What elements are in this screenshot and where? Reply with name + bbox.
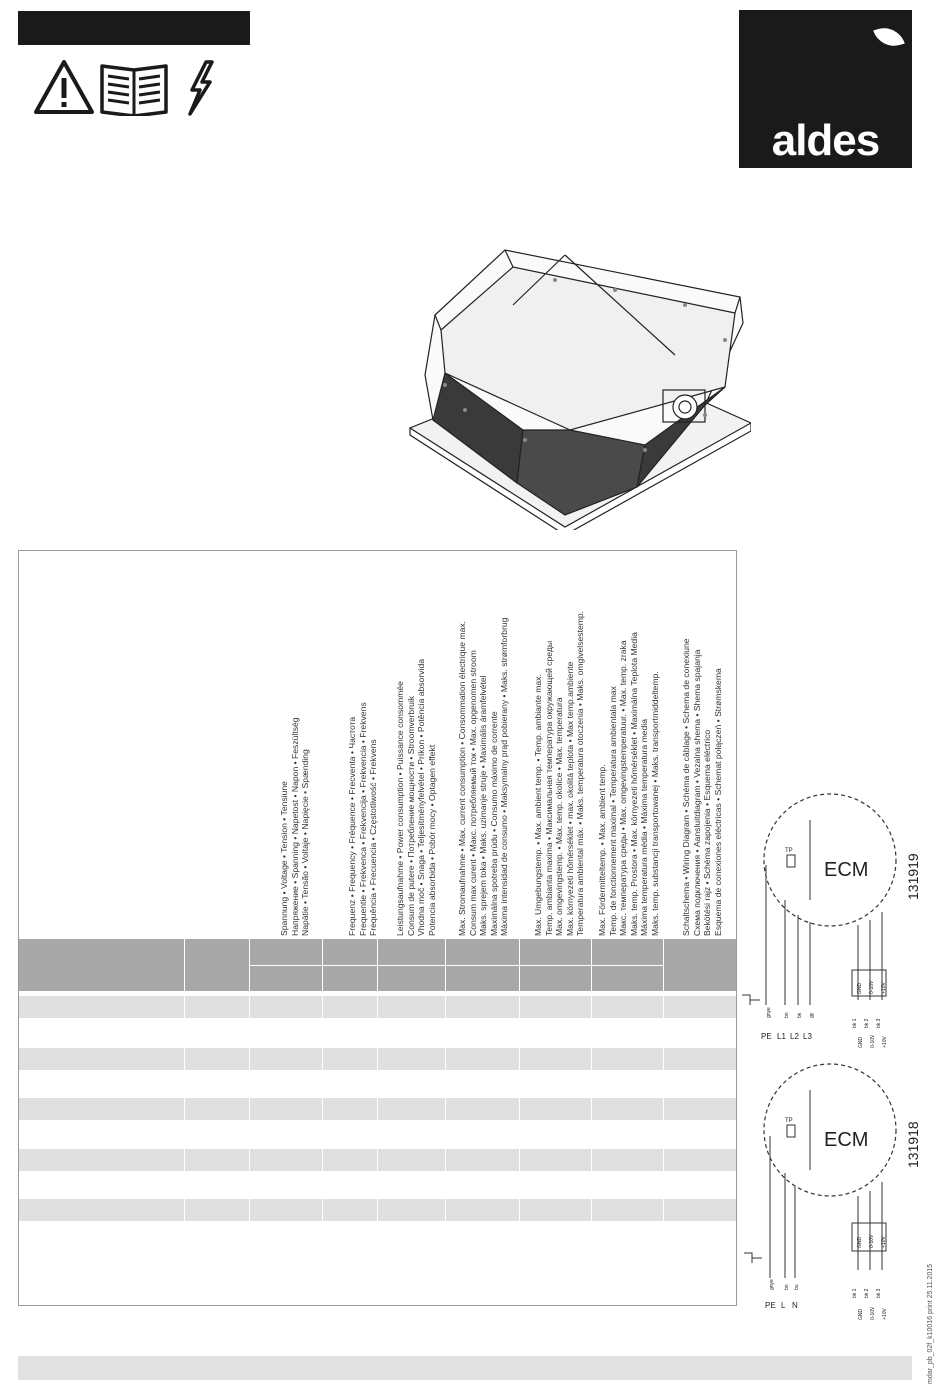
header-bar xyxy=(18,11,250,45)
header-voltage: Spannung • Voltage • Tension • Tensiune Напряжение • Spanning • Napetost • Napon • Feszültség Napätie • Tensão • Voltaje • Napięcie • Spænding xyxy=(279,717,310,936)
tp-label: TP xyxy=(785,1118,793,1124)
control-terminal-label: GND xyxy=(858,1036,864,1048)
header-power: Leistungsaufnahme • Power consumption • Puissance consommée Consum de putere • Потребление мощности • Stroomverbruik Vhodna moč • Snaga • Teljesítményfelvétel • Príkon • Potência absorvida Potencia absorbida • Pobór mocy • Optagen effekt xyxy=(395,658,437,936)
control-label: GND xyxy=(857,982,863,994)
table-row xyxy=(19,1048,736,1070)
wire-label: gnye xyxy=(766,1007,772,1018)
control-terminal-label: 0-10V xyxy=(870,1034,876,1048)
terminal-label: L xyxy=(781,1301,786,1310)
control-wire-label: bk 1 xyxy=(852,1018,858,1028)
terminal-label: PE xyxy=(761,1032,772,1041)
footer-bar xyxy=(18,1356,912,1380)
diagram-code: 131919 xyxy=(905,853,921,900)
control-wire-label: bk 3 xyxy=(876,1288,882,1298)
control-wire-label: bk 2 xyxy=(864,1288,870,1298)
control-wire-label: bk 3 xyxy=(876,1018,882,1028)
brand-name: aldes xyxy=(771,116,880,165)
control-label: +10V xyxy=(881,1236,887,1248)
wire-label: gnye xyxy=(769,1279,775,1290)
control-label: 0-10V xyxy=(869,1234,875,1248)
lightning-icon xyxy=(190,62,212,114)
brand-logo xyxy=(739,10,912,168)
wire-label: bn xyxy=(784,1012,790,1018)
table-row xyxy=(19,1022,736,1044)
header-split-line xyxy=(249,965,663,966)
safety-icons xyxy=(34,60,214,116)
manual-book-icon xyxy=(102,66,166,116)
wire-label: gy xyxy=(809,1012,815,1018)
tp-label: TP xyxy=(785,848,793,854)
control-label: +10V xyxy=(881,982,887,994)
header-frequency: Frequenz • Frequency • Fréquence • Frecventa • Частота Frequentie • Frekvenca • Frekvencija • Frekvencia • Frekvens Frequência • Frecuencia • Częstotliwość • Frekvens xyxy=(347,702,378,936)
terminal-label: N xyxy=(792,1301,798,1310)
terminal-label: PE xyxy=(765,1301,776,1310)
table-row xyxy=(19,996,736,1018)
table-row xyxy=(19,1098,736,1120)
print-reference: mdar_pb_02f_k10016 print 25.11.2015 xyxy=(927,1263,934,1384)
header-medium-temp: Max. Fördermitteltemp. • Max. ambient temp. Temp. de fonctionnement maximal • Temperatura ambientala max Макс. температура среды • Max. omgevingstemperatuur. • Max. temp. zraka Maks. temp. Prostora • Max. környezeti hőmérséklet • Maximálna Teplota Media Máxima temperatura média • Máxima temperatura media Maks. temp. substancji transportowanej • Maks. transportmiddeltemp. xyxy=(597,632,660,936)
wire-label: bk xyxy=(797,1012,803,1018)
col-divider xyxy=(663,939,664,991)
wiring-diagram-131919 xyxy=(740,790,940,1050)
table-row xyxy=(19,1074,736,1096)
diagram-code: 131918 xyxy=(905,1121,921,1168)
motor-label: ECM xyxy=(824,1129,869,1151)
table-row xyxy=(19,1124,736,1146)
wire-label: bn xyxy=(784,1284,790,1290)
terminal-label: L3 xyxy=(803,1032,812,1041)
control-terminal-label: +10V xyxy=(882,1036,888,1048)
wiring-diagram-131918 xyxy=(740,1058,940,1323)
control-terminal-label: GND xyxy=(858,1308,864,1320)
spec-table xyxy=(18,550,737,1306)
wire-label: bu xyxy=(794,1284,800,1290)
warning-triangle-icon xyxy=(36,62,92,112)
control-label: 0-10V xyxy=(869,980,875,994)
table-row xyxy=(19,1149,736,1171)
table-row xyxy=(19,1199,736,1221)
control-wire-label: bk 2 xyxy=(864,1018,870,1028)
control-label: GND xyxy=(857,1236,863,1248)
header-current: Max. Stromaufnahme • Max. current consumption • Consommation électrique max. Consum max curent • Макс. потребляемый ток • Max. opgenomen stroom Maks. sprejem toka • Maks. uzimanje struje • Maximális áramfelvétel Maximálna spotreba prúdu • Consumo máximo de corrente Máxima intensidad de consumo • Maksymalny prąd pobierany • Maks. strømforbrug xyxy=(457,617,509,936)
terminal-label: L1 xyxy=(777,1032,786,1041)
header-wiring: Schaltschema • Wiring Diagram • Schéma de câblage • Schema de conexiune Схема подключения • Aansluitdiagram • Vezalna shema • Shema spajanja Bekötési rajz • Schéma zapojenia • Esquema eléctrico Esquema de conexiones eléctricas • Schemat połączeń • Strømskema xyxy=(681,638,723,936)
motor-label: ECM xyxy=(824,859,869,881)
leaf-icon xyxy=(873,23,905,52)
header-ambient-temp: Max. Umgebungstemp. • Max. ambient temp. • Temp. ambiante max. Temp. ambianta maxima • Максимальная температура окружающей среды Max. omgevingstemp. • Max. temp. okolice • Max. temperatura Max. környezeti hőmérséklet • max. okolitá teplota • Max temp.ambiente Temperatura ambiental máx. • Maks. temperatura otoczenia • Maks. omgivelsestemp. xyxy=(533,610,585,936)
product-illustration xyxy=(405,245,751,530)
control-terminal-label: 0-10V xyxy=(870,1306,876,1320)
col-divider xyxy=(184,939,185,991)
table-row xyxy=(19,1175,736,1197)
terminal-label: L2 xyxy=(790,1032,799,1041)
control-terminal-label: +10V xyxy=(882,1308,888,1320)
control-wire-label: bk 1 xyxy=(852,1288,858,1298)
